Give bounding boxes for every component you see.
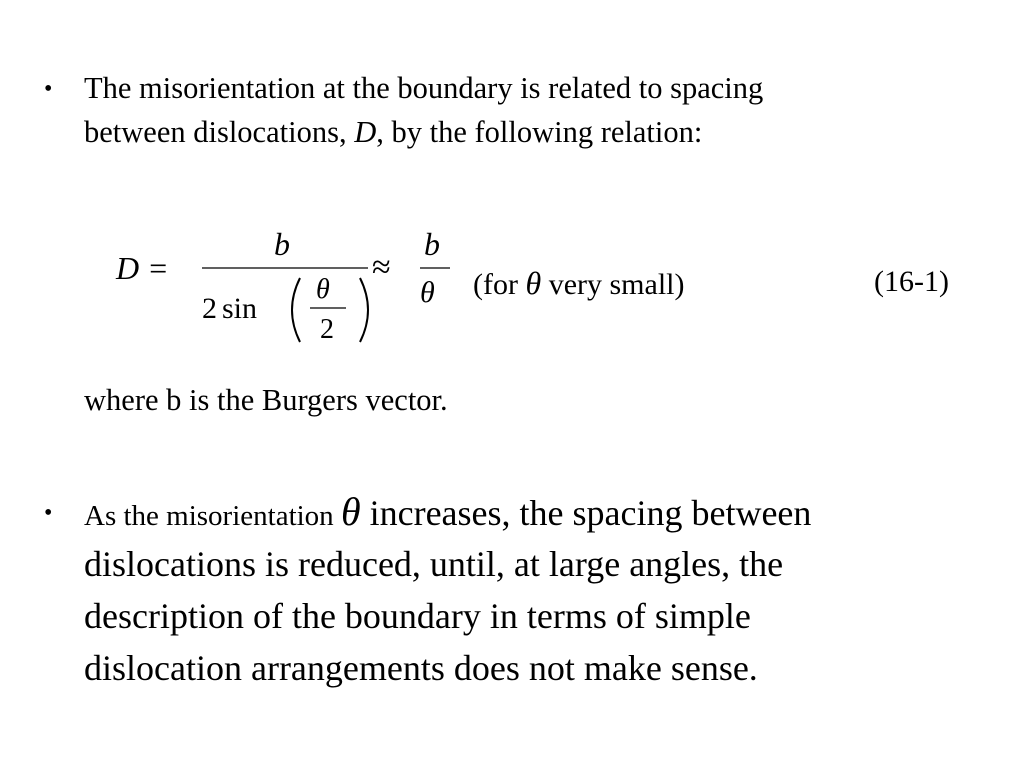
where-text: where b is the Burgers vector. [84, 383, 448, 417]
paragraph-1-line-1: The misorientation at the boundary is related to spacing [84, 71, 764, 105]
equation-approx: ≈ [372, 249, 391, 286]
equation-number: (16-1) [874, 265, 949, 298]
equation-left-paren [292, 278, 300, 342]
paragraph-2-line-2: dislocations is reduced, until, at large angles, the [84, 544, 784, 584]
paragraph-1-line-2 [84, 110, 763, 154]
theta-symbol: θ [340, 489, 361, 534]
equation-right-paren [360, 278, 368, 342]
paragraph-1 [84, 66, 763, 154]
paragraph-2-line-1-rest: increases, the spacing between [360, 493, 812, 533]
paragraph-1-text-b: , by the following relation: [376, 115, 703, 149]
equation-inner-two: 2 [320, 314, 334, 345]
bullet-2: • [44, 500, 53, 526]
paragraph-2-line-1 [84, 486, 1024, 538]
paragraph-1-text-a: between dislocations, [84, 115, 355, 149]
equation-approx-denominator: θ [420, 276, 435, 309]
equation-condition [473, 265, 685, 302]
paragraph-2-line-3: description of the boundary in terms of simple [84, 596, 751, 636]
equation-inner-theta: θ [316, 274, 330, 305]
paragraph-2-line-4: dislocation arrangements does not make sense. [84, 648, 758, 688]
equation-sin: sin [222, 292, 258, 325]
equation-approx-numerator: b [424, 226, 440, 262]
equation-condition-text-b: very small) [541, 268, 685, 301]
variable-d: D [354, 115, 377, 149]
paragraph-2-intro: As the misorientation [84, 500, 341, 532]
equation-lhs: D = [116, 250, 169, 286]
equation-denominator-coefficient: 2 [202, 292, 217, 325]
equation-numerator: b [274, 226, 290, 262]
equation-condition-theta: θ [525, 265, 542, 301]
paragraph-2 [84, 486, 1024, 694]
equation-condition-text-a: (for [473, 268, 526, 301]
bullet-1: • [44, 76, 53, 102]
